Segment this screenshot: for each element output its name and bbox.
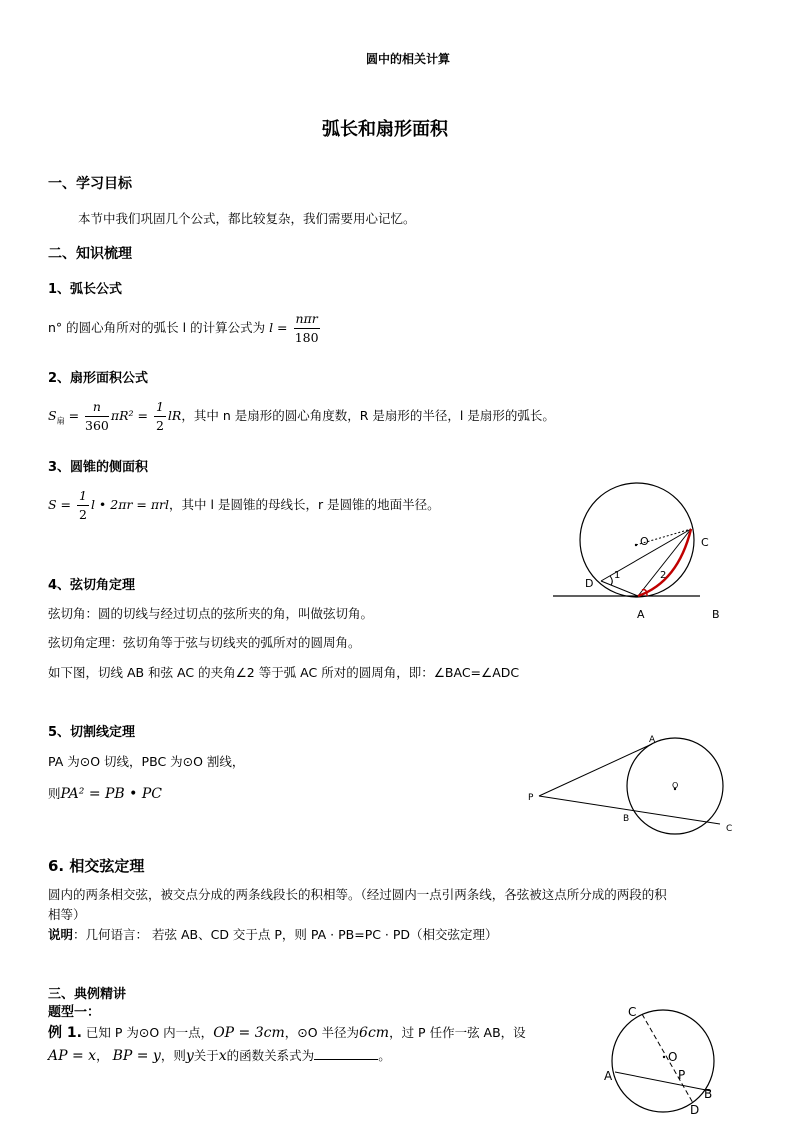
cone-fraction bbox=[77, 487, 89, 524]
ex-m1: OP = 3cm bbox=[213, 1025, 285, 1041]
label-p: P bbox=[528, 793, 534, 803]
page-title: 弧长和扇形面积 bbox=[322, 119, 448, 140]
cone-text: ，其中 l 是圆锥的母线长，r 是圆锥的地面半径。 bbox=[169, 497, 440, 512]
chord-tangent-diagram bbox=[548, 482, 728, 627]
label-c: C bbox=[701, 536, 709, 549]
heading-secant: 5、切割线定理 bbox=[48, 725, 136, 740]
label-d: D bbox=[690, 1103, 700, 1117]
secant-diagram bbox=[522, 730, 742, 840]
label-b: B bbox=[623, 814, 630, 824]
note-label: 说明 bbox=[48, 927, 74, 942]
sector-s-sub: 扇 bbox=[56, 416, 65, 426]
note-text: ：几何语言： 若弦 AB、CD 交于点 P，则 PA · PB=PC · PD（相交弦定理） bbox=[73, 927, 498, 942]
ex-m5: y bbox=[185, 1048, 194, 1064]
intersecting-line-2: 相等） bbox=[48, 907, 86, 922]
sector-area-line bbox=[48, 398, 555, 435]
sector-eq: = bbox=[68, 408, 80, 423]
chord-ab bbox=[615, 1072, 711, 1091]
tangent-pa bbox=[539, 744, 652, 796]
label-a: A bbox=[649, 735, 656, 745]
ex-t4: ， bbox=[96, 1048, 109, 1063]
cone-frac-num: 1 bbox=[77, 487, 89, 506]
ex-m4: BP = y bbox=[112, 1048, 161, 1064]
sector-frac1-den: 360 bbox=[85, 418, 109, 433]
label-p: P bbox=[678, 1068, 686, 1082]
label-b: B bbox=[712, 608, 720, 621]
cone-line bbox=[48, 487, 440, 524]
secant-prefix: 则 bbox=[48, 786, 61, 801]
secant-line-1: PA 为⊙O 切线，PBC 为⊙O 割线， bbox=[48, 754, 245, 769]
ex-m3: AP = x bbox=[48, 1048, 97, 1064]
example-1-line-2 bbox=[48, 1046, 391, 1064]
goals-text: 本节中我们巩固几个公式，都比较复杂，我们需要用心记忆。 bbox=[78, 211, 416, 226]
label-d: D bbox=[585, 577, 594, 590]
arc-length-text: n° 的圆心角所对的弧长 l 的计算公式为 bbox=[48, 320, 266, 335]
cone-s: S = bbox=[48, 497, 72, 512]
label-o: O bbox=[640, 535, 649, 548]
heading-cone: 3、圆锥的侧面积 bbox=[48, 460, 149, 475]
ex-t3: ，过 P 任作一弦 AB，设 bbox=[389, 1025, 526, 1040]
secant-line-2 bbox=[48, 784, 162, 802]
sector-s: S bbox=[48, 408, 57, 423]
arc-length-denominator: 180 bbox=[294, 330, 319, 345]
example-1-line-1 bbox=[48, 1022, 526, 1042]
example-label: 例 1. bbox=[48, 1025, 82, 1041]
label-o: O bbox=[672, 781, 679, 790]
ex-t7: 的函数关系式为 bbox=[226, 1048, 315, 1063]
section-heading-goals: 一、学习目标 bbox=[48, 176, 132, 192]
sector-frac1-num: n bbox=[85, 398, 109, 417]
ex-t2: ，⊙O 半径为 bbox=[284, 1025, 360, 1040]
ex-m6: x bbox=[218, 1048, 227, 1064]
sector-mid: πR² = bbox=[110, 408, 148, 423]
label-b: B bbox=[704, 1087, 713, 1101]
answer-blank[interactable] bbox=[314, 1047, 378, 1060]
sector-fraction-1 bbox=[85, 398, 109, 435]
section-heading-knowledge: 二、知识梳理 bbox=[48, 246, 132, 262]
chord-tangent-line-3: 如下图，切线 AB 和弦 AC 的夹角∠2 等于弧 AC 所对的圆周角，即：∠BAC=∠ADC bbox=[48, 665, 520, 680]
ex-t1: 已知 P 为⊙O 内一点， bbox=[81, 1025, 214, 1040]
intersecting-note bbox=[48, 925, 498, 943]
ex-t6: 关于 bbox=[193, 1048, 219, 1063]
ex-t5: ，则 bbox=[160, 1048, 186, 1063]
heading-chord-tangent: 4、弦切角定理 bbox=[48, 578, 136, 593]
circle bbox=[612, 1010, 714, 1112]
center-point bbox=[663, 1056, 665, 1058]
chord-tangent-line-1: 弦切角：圆的切线与经过切点的弦所夹的角，叫做弦切角。 bbox=[48, 606, 374, 621]
chord-tangent-line-2: 弦切角定理：弦切角等于弦与切线夹的弧所对的圆周角。 bbox=[48, 635, 361, 650]
cone-frac-den: 2 bbox=[79, 507, 87, 522]
sector-fraction-2 bbox=[154, 398, 166, 435]
angle-1-mark bbox=[610, 576, 612, 585]
arc-length-line bbox=[48, 310, 322, 347]
center-point bbox=[635, 544, 637, 546]
heading-arc-length: 1、弧长公式 bbox=[48, 282, 123, 297]
intersecting-chords-diagram bbox=[598, 1003, 723, 1121]
label-angle-2: 2 bbox=[660, 570, 667, 581]
section-heading-examples: 三、典例精讲 bbox=[48, 987, 127, 1002]
arc-length-lhs: l = bbox=[269, 320, 288, 335]
arc-length-numerator: nπr bbox=[294, 310, 320, 329]
label-c: C bbox=[726, 824, 733, 834]
ex-t8: 。 bbox=[378, 1048, 391, 1063]
sector-tail: lR bbox=[167, 408, 182, 423]
secant-formula: PA² = PB • PC bbox=[60, 786, 163, 802]
cone-rest: l • 2πr = πrl bbox=[90, 497, 170, 512]
intersecting-line-1: 圆内的两条相交弦，被交点分成的两条线段长的积相等。（经过圆内一点引两条线，各弦被这点所分成的两段的积 bbox=[48, 887, 667, 902]
label-a: A bbox=[604, 1069, 613, 1083]
sector-text: ，其中 n 是扇形的圆心角度数，R 是扇形的半径，l 是扇形的弧长。 bbox=[181, 408, 555, 423]
heading-sector-area: 2、扇形面积公式 bbox=[48, 371, 149, 386]
sector-frac2-den: 2 bbox=[155, 418, 164, 433]
label-o: O bbox=[668, 1050, 678, 1064]
circle bbox=[580, 483, 694, 597]
label-a: A bbox=[637, 608, 645, 621]
label-angle-1: 1 bbox=[614, 570, 621, 581]
sector-frac2-num: 1 bbox=[154, 398, 166, 417]
arc-length-fraction bbox=[294, 310, 320, 347]
doc-subtitle: 圆中的相关计算 bbox=[366, 52, 451, 66]
problem-type: 题型一： bbox=[48, 1005, 101, 1020]
ex-m2: 6cm bbox=[359, 1025, 390, 1041]
label-c: C bbox=[628, 1005, 637, 1019]
heading-intersecting-chords: 6. 相交弦定理 bbox=[48, 857, 145, 875]
